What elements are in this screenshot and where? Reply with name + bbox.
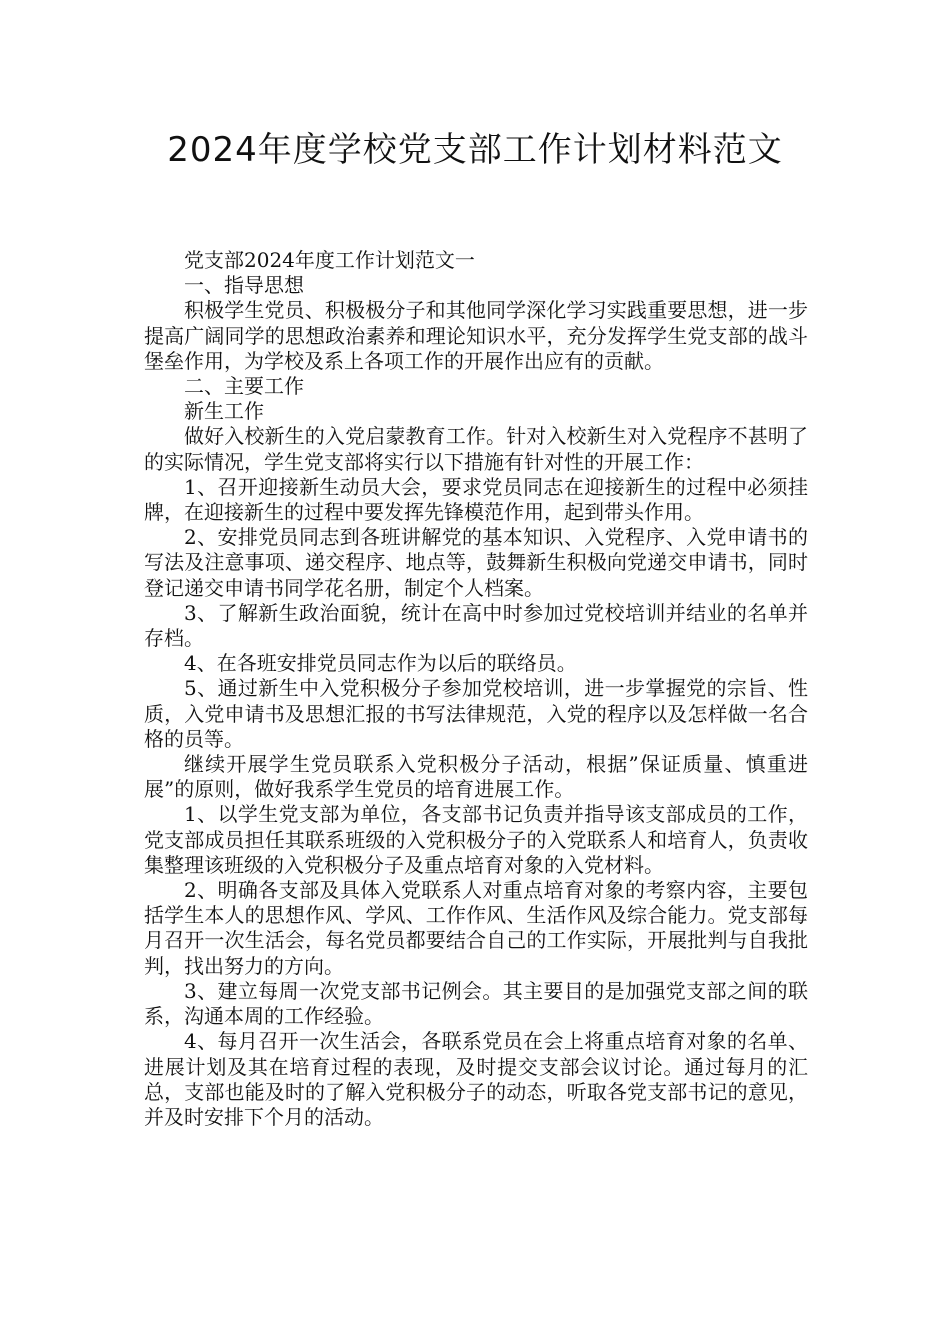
- paragraph: 积极学生党员、积极极分子和其他同学深化学习实践重要思想，进一步提高广阔同学的思想政治素养和理论知识水平，充分发挥学生党支部的战斗堡垒作用，为学校及系上各项工作的开展作出应有的贡献。: [144, 298, 808, 373]
- list-item: 2、安排党员同志到各班讲解党的基本知识、入党程序、入党申请书的写法及注意事项、递交程序、地点等，鼓舞新生积极向党递交申请书，同时登记递交申请书同学花名册，制定个人档案。: [144, 525, 808, 600]
- list-item: 1、以学生党支部为单位，各支部书记负责并指导该支部成员的工作，党支部成员担任其联系班级的入党积极分子的入党联系人和培育人，负责收集整理该班级的入党积极分子及重点培育对象的入党材料。: [144, 802, 808, 877]
- list-item: 4、在各班安排党员同志作为以后的联络员。: [184, 651, 577, 676]
- paragraph: 继续开展学生党员联系入党积极分子活动，根据”保证质量、慎重进展”的原则，做好我系学生党员的培育进展工作。: [144, 752, 808, 802]
- list-item: 4、每月召开一次生活会，各联系党员在会上将重点培育对象的名单、进展计划及其在培育过程的表现，及时提交支部会议讨论。通过每月的汇总，支部也能及时的了解入党积极分子的动态，听取各党支部书记的意见，并及时安排下个月的活动。: [144, 1029, 808, 1129]
- document-title: 2024年度学校党支部工作计划材料范文: [167, 130, 783, 170]
- list-item: 5、通过新生中入党积极分子参加党校培训，进一步掌握党的宗旨、性质，入党申请书及思想汇报的书写法律规范，入党的程序以及怎样做一名合格的员等。: [144, 676, 808, 751]
- paragraph: 党支部2024年度工作计划范文一: [184, 248, 475, 272]
- section-heading: 二、主要工作: [184, 374, 304, 399]
- list-item: 3、了解新生政治面貌，统计在高中时参加过党校培训并结业的名单并存档。: [144, 600, 808, 651]
- section-heading: 一、指导思想: [184, 273, 304, 298]
- paragraph: 做好入校新生的入党启蒙教育工作。针对入校新生对入党程序不甚明了的实际情况，学生党支部将实行以下措施有针对性的开展工作：: [144, 424, 808, 474]
- list-item: 3、建立每周一次党支部书记例会。其主要目的是加强党支部之间的联系，沟通本周的工作经验。: [144, 978, 808, 1029]
- subsection-heading: 新生工作: [184, 399, 264, 424]
- document-body: [144, 248, 808, 1130]
- list-item: 2、明确各支部及具体入党联系人对重点培育对象的考察内容，主要包括学生本人的思想作风、学风、工作作风、生活作风及综合能力。党支部每月召开一次生活会，每名党员都要结合自己的工作实际，开展批判与自我批判，找出努力的方向。: [144, 878, 808, 978]
- list-item: 1、召开迎接新生动员大会，要求党员同志在迎接新生的过程中必须挂牌，在迎接新生的过程中要发挥先锋模范作用，起到带头作用。: [144, 474, 808, 525]
